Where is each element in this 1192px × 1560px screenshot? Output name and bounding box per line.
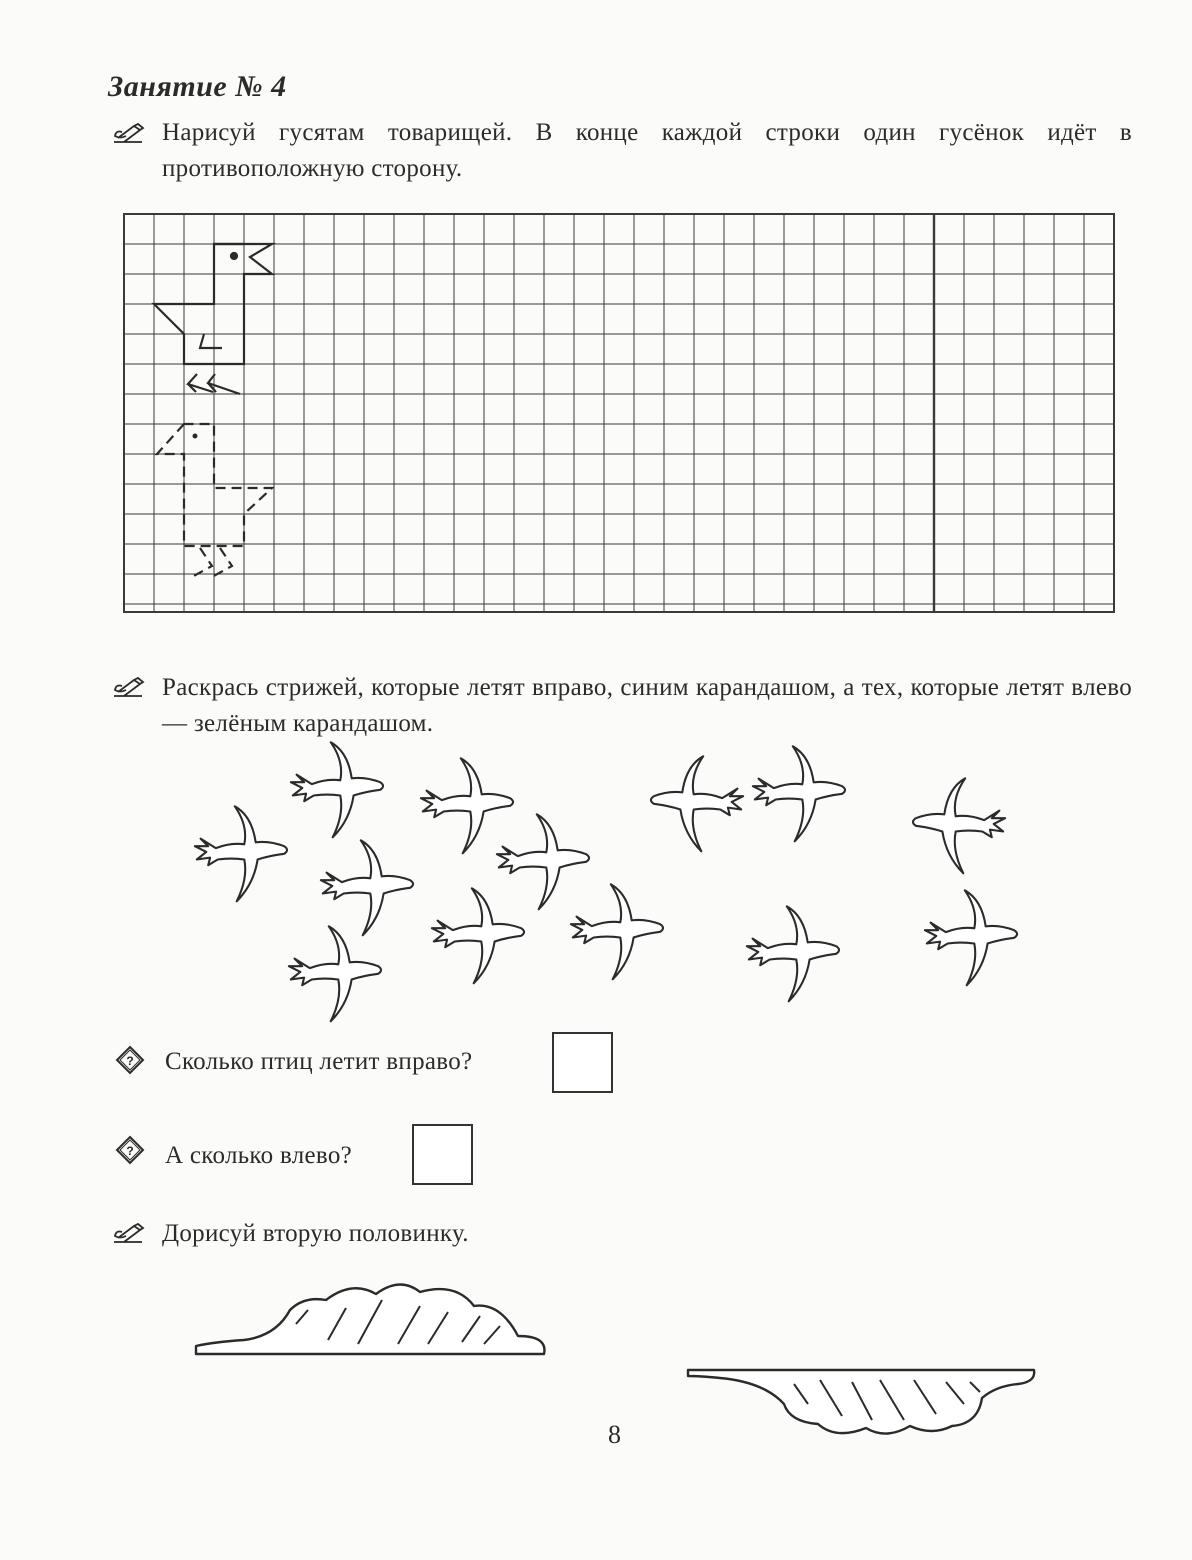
svg-text:?: ? [126,1054,134,1068]
svg-text:?: ? [126,1144,134,1158]
task-2-instruction: Раскрась стрижей, которые летят вправо, синим карандашом, а тех, которые летят влево — зелёным карандашом. [162,674,1132,737]
page-number: 8 [608,1420,621,1449]
lesson-title: Занятие № 4 [108,70,287,103]
task-1-instruction: Нарисуй гусятам товарищей. В конце каждой строки один гусёнок идёт в противоположную сторону. [162,119,1132,182]
question-right-count: Сколько птиц летит вправо? [165,1048,473,1075]
question-left-count: А сколько влево? [165,1142,353,1169]
task-3-instruction: Дорисуй вторую половинку. [162,1220,469,1247]
